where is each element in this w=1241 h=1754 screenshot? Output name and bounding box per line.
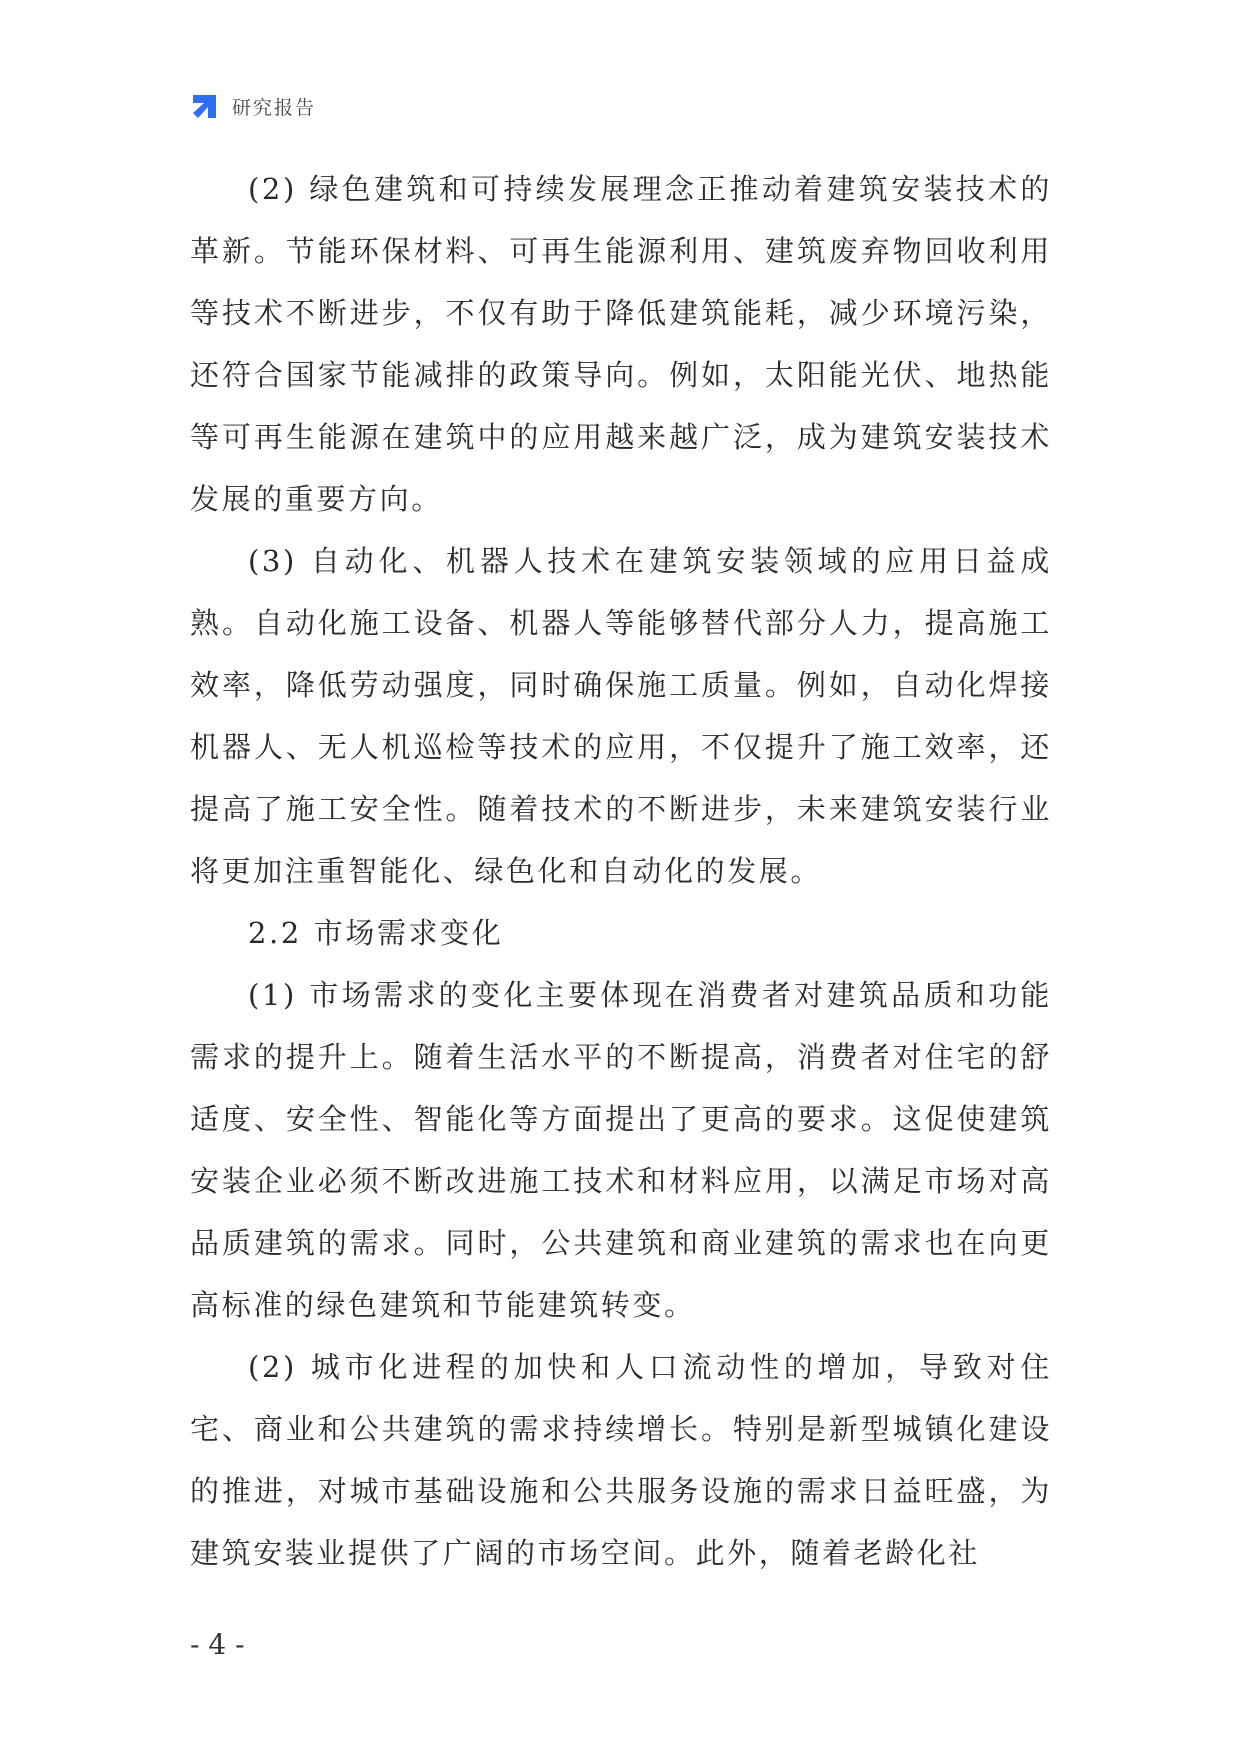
document-body [190, 158, 1052, 1584]
arrow-up-right-logo-icon [190, 91, 220, 121]
section-heading: 2.2 市场需求变化 [248, 916, 504, 950]
header-label: 研究报告 [232, 96, 317, 119]
paragraph-automation-robotics: (3) 自动化、机器人技术在建筑安装领域的应用日益成熟。自动化施工设备、机器人等能够替代部分人力，提高施工效率，降低劳动强度，同时确保施工质量。例如，自动化焊接机器人、无人机巡检等技术的应用，不仅提升了施工效率，还提高了施工安全性。随着技术的不断进步，未来建筑安装行业将更加注重智能化、绿色化和自动化的发展。 [190, 544, 1052, 888]
page-number: - 4 - [190, 1628, 245, 1661]
paragraph-urbanization: (2) 城市化进程的加快和人口流动性的增加，导致对住宅、商业和公共建筑的需求持续增长。特别是新型城镇化建设的推进，对城市基础设施和公共服务设施的需求日益旺盛，为建筑安装业提供了广阔的市场空间。此外，随着老龄化社 [190, 1350, 1052, 1570]
paragraph-green-building: (2) 绿色建筑和可持续发展理念正推动着建筑安装技术的革新。节能环保材料、可再生能源利用、建筑废弃物回收利用等技术不断进步，不仅有助于降低建筑能耗，减少环境污染，还符合国家节能减排的政策导向。例如，太阳能光伏、地热能等可再生能源在建筑中的应用越来越广泛，成为建筑安装技术发展的重要方向。 [190, 172, 1052, 516]
paragraph-consumer-demand: (1) 市场需求的变化主要体现在消费者对建筑品质和功能需求的提升上。随着生活水平的不断提高，消费者对住宅的舒适度、安全性、智能化等方面提出了更高的要求。这促使建筑安装企业必须不断改进施工技术和材料应用，以满足市场对高品质建筑的需求。同时，公共建筑和商业建筑的需求也在向更高标准的绿色建筑和节能建筑转变。 [190, 978, 1052, 1322]
report-header [190, 88, 316, 124]
